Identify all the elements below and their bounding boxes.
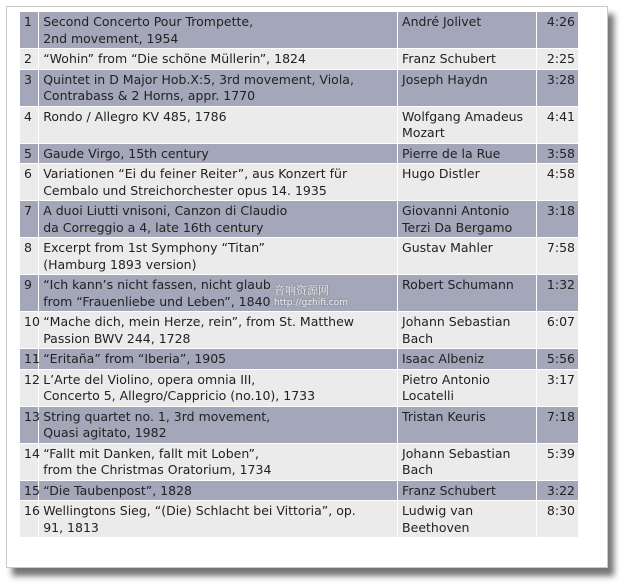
track-title: Second Concerto Pour Trompette, 2nd movement, 1954: [39, 12, 398, 49]
track-duration: 8:30: [536, 501, 578, 538]
track-row: [20, 480, 579, 501]
track-duration: 3:58: [536, 143, 578, 164]
track-title: Gaude Virgo, 15th century: [39, 143, 398, 164]
track-number: 2: [20, 49, 39, 70]
track-title: A duoi Liutti vnisoni, Canzon di Claudio da Correggio a 4, late 16th century: [39, 201, 398, 238]
track-duration: 3:28: [536, 69, 578, 106]
track-duration: 5:56: [536, 349, 578, 370]
track-artist: Wolfgang Amadeus Mozart: [398, 106, 536, 143]
track-row: [20, 69, 579, 106]
track-number: 15: [20, 480, 39, 501]
track-title: L’Arte del Violino, opera omnia III, Concerto 5, Allegro/Cappricio (no.10), 1733: [39, 369, 398, 406]
track-artist: Franz Schubert: [398, 480, 536, 501]
track-duration: 4:26: [536, 12, 578, 49]
track-duration: 7:18: [536, 406, 578, 443]
track-number: 1: [20, 12, 39, 49]
track-title: Quintet in D Major Hob.X:5, 3rd movement, Viola, Contrabass & 2 Horns, appr. 1770: [39, 69, 398, 106]
track-row: [20, 369, 579, 406]
track-row: [20, 443, 579, 480]
track-duration: 3:22: [536, 480, 578, 501]
track-title: “Mache dich, mein Herze, rein”, from St. Matthew Passion BWV 244, 1728: [39, 312, 398, 349]
track-row: [20, 238, 579, 275]
track-number: 16: [20, 501, 39, 538]
track-artist: Johann Sebastian Bach: [398, 443, 536, 480]
track-artist: Giovanni Antonio Terzi Da Bergamo: [398, 201, 536, 238]
track-duration: 2:25: [536, 49, 578, 70]
track-duration: 4:58: [536, 164, 578, 201]
track-duration: 3:17: [536, 369, 578, 406]
track-artist: Johann Sebastian Bach: [398, 312, 536, 349]
watermark-line2: http://gzhifi.com: [274, 298, 348, 308]
track-artist: Robert Schumann: [398, 275, 536, 312]
track-duration: 4:41: [536, 106, 578, 143]
track-artist: Pierre de la Rue: [398, 143, 536, 164]
track-number: 4: [20, 106, 39, 143]
watermark-line1: 音响资源网: [274, 284, 329, 297]
track-title: Rondo / Allegro KV 485, 1786: [39, 106, 398, 143]
track-number: 5: [20, 143, 39, 164]
track-artist: Tristan Keuris: [398, 406, 536, 443]
track-number: 10: [20, 312, 39, 349]
track-number: 12: [20, 369, 39, 406]
track-number: 14: [20, 443, 39, 480]
track-number: 9: [20, 275, 39, 312]
tracklist-body: [20, 12, 579, 538]
track-artist: Joseph Haydn: [398, 69, 536, 106]
track-number: 11: [20, 349, 39, 370]
watermark: [274, 285, 348, 309]
track-row: [20, 12, 579, 49]
track-duration: 6:07: [536, 312, 578, 349]
track-artist: André Jolivet: [398, 12, 536, 49]
track-duration: 5:39: [536, 443, 578, 480]
track-title: Variationen “Ei du feiner Reiter”, aus Konzert für Cembalo und Streichorchester opus 14. 1935: [39, 164, 398, 201]
track-title: “Fallt mit Danken, fallt mit Loben”, from the Christmas Oratorium, 1734: [39, 443, 398, 480]
track-row: [20, 106, 579, 143]
track-title: Excerpt from 1st Symphony “Titan” (Hamburg 1893 version): [39, 238, 398, 275]
document-frame: [6, 6, 608, 568]
track-title: “Wohin” from “Die schöne Müllerin”, 1824: [39, 49, 398, 70]
track-row: [20, 501, 579, 538]
track-artist: Isaac Albeniz: [398, 349, 536, 370]
track-number: 3: [20, 69, 39, 106]
track-row: [20, 201, 579, 238]
track-number: 6: [20, 164, 39, 201]
track-duration: 3:18: [536, 201, 578, 238]
track-row: [20, 312, 579, 349]
track-row: [20, 164, 579, 201]
track-title: “Eritaña” from “Iberia”, 1905: [39, 349, 398, 370]
track-duration: 1:32: [536, 275, 578, 312]
track-row: [20, 349, 579, 370]
track-number: 7: [20, 201, 39, 238]
track-artist: Pietro Antonio Locatelli: [398, 369, 536, 406]
track-row: [20, 49, 579, 70]
track-row: [20, 143, 579, 164]
track-title: “Die Taubenpost”, 1828: [39, 480, 398, 501]
track-artist: Ludwig van Beethoven: [398, 501, 536, 538]
track-artist: Franz Schubert: [398, 49, 536, 70]
track-title: Wellingtons Sieg, “(Die) Schlacht bei Vittoria”, op. 91, 1813: [39, 501, 398, 538]
track-row: [20, 406, 579, 443]
track-number: 8: [20, 238, 39, 275]
track-artist: Hugo Distler: [398, 164, 536, 201]
track-duration: 7:58: [536, 238, 578, 275]
track-title: String quartet no. 1, 3rd movement, Quasi agitato, 1982: [39, 406, 398, 443]
tracklist-table: [19, 11, 579, 538]
track-number: 13: [20, 406, 39, 443]
track-artist: Gustav Mahler: [398, 238, 536, 275]
track-title: “Ich kann’s nicht fassen, nicht glaub from “Frauenliebe und Leben”, 1840: [39, 275, 398, 312]
